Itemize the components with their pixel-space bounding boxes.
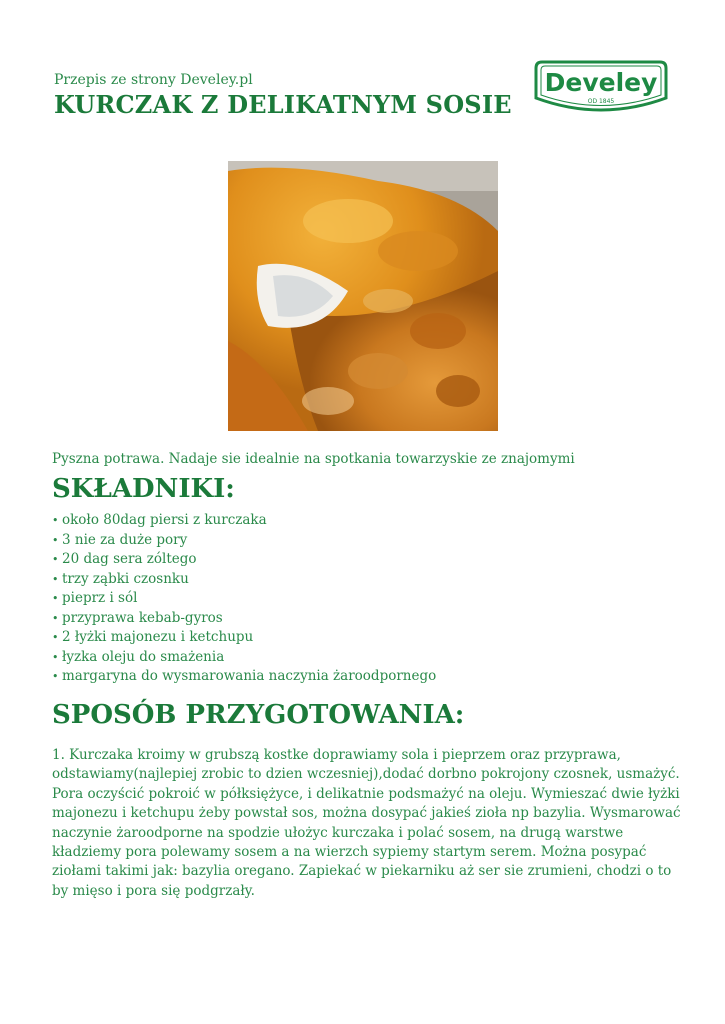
ingredient-text: łyzka oleju do smażenia bbox=[62, 648, 225, 665]
develey-logo bbox=[532, 58, 670, 118]
bullet-icon: • bbox=[52, 670, 59, 683]
logo-since: OD 1845 bbox=[587, 98, 615, 105]
ingredient-item bbox=[52, 667, 436, 687]
method-heading: SPOSÓB PRZYGOTOWANIA: bbox=[52, 700, 465, 730]
ingredient-text: margaryna do wysmarowania naczynia żaroodpornego bbox=[62, 668, 437, 684]
ingredient-text: trzy ząbki czosnku bbox=[62, 570, 189, 587]
bullet-icon: • bbox=[52, 611, 59, 625]
ingredient-text: pieprz i sól bbox=[62, 590, 138, 606]
recipe-title: KURCZAK Z DELIKATNYM SOSIE bbox=[54, 90, 512, 119]
ingredient-item bbox=[52, 570, 436, 590]
ingredients-heading: SKŁADNIKI: bbox=[52, 474, 235, 504]
bullet-icon: • bbox=[52, 631, 59, 644]
bullet-icon: • bbox=[52, 650, 59, 664]
recipe-source: Przepis ze strony Develey.pl bbox=[54, 72, 253, 88]
ingredient-item bbox=[52, 589, 436, 609]
dish-photo bbox=[228, 161, 498, 431]
bullet-icon: • bbox=[52, 572, 59, 586]
recipe-intro: Pyszna potrawa. Nadaje sie idealnie na spotkania towarzyskie ze znajomymi bbox=[52, 451, 575, 467]
ingredient-item bbox=[52, 628, 436, 648]
ingredient-item bbox=[52, 648, 436, 668]
ingredients-list bbox=[52, 511, 436, 687]
ingredient-text: 3 nie za duże pory bbox=[62, 531, 188, 548]
ingredient-text: 20 dag sera zóltego bbox=[62, 551, 197, 567]
bullet-icon: • bbox=[52, 514, 59, 527]
ingredient-item bbox=[52, 531, 436, 551]
ingredient-text: 2 łyżki majonezu i ketchupu bbox=[62, 629, 254, 645]
ingredient-text: przyprawa kebab-gyros bbox=[62, 609, 223, 626]
ingredient-item bbox=[52, 511, 436, 531]
bullet-icon: • bbox=[52, 592, 59, 605]
logo-wordmark: Develey bbox=[544, 68, 658, 97]
bullet-icon: • bbox=[52, 553, 59, 566]
ingredient-text: około 80dag piersi z kurczaka bbox=[62, 512, 267, 528]
ingredient-item bbox=[52, 609, 436, 629]
ingredient-item bbox=[52, 550, 436, 570]
method-text: 1. Kurczaka kroimy w grubszą kostke doprawiamy sola i pieprzem oraz przyprawa, odstawiamy(najlepiej zrobic to dzien wczesniej),dodać dorbno pokrojony czosnek, usmażyć. Pora oczyścić pokroić w półksiężyce, i delikatnie podsmażyć na oleju. Wymieszać dwie łyżki majonezu i ketchupu żeby powstał sos, można dosypać jakieś zioła np bazylia. Wysmarować naczynie żaroodporne na spodzie ułożyc kurczaka i polać sosem, na drugą warstwe kładziemy pora polewamy sosem a na wierzch sypiemy startym serem. Można posypać ziołami takimi jak: bazylia oregano. Zapiekać w piekarniku aż ser sie zrumieni, chodzi o to by mięso i pora się podgrzały. bbox=[52, 747, 681, 899]
bullet-icon: • bbox=[52, 533, 59, 547]
